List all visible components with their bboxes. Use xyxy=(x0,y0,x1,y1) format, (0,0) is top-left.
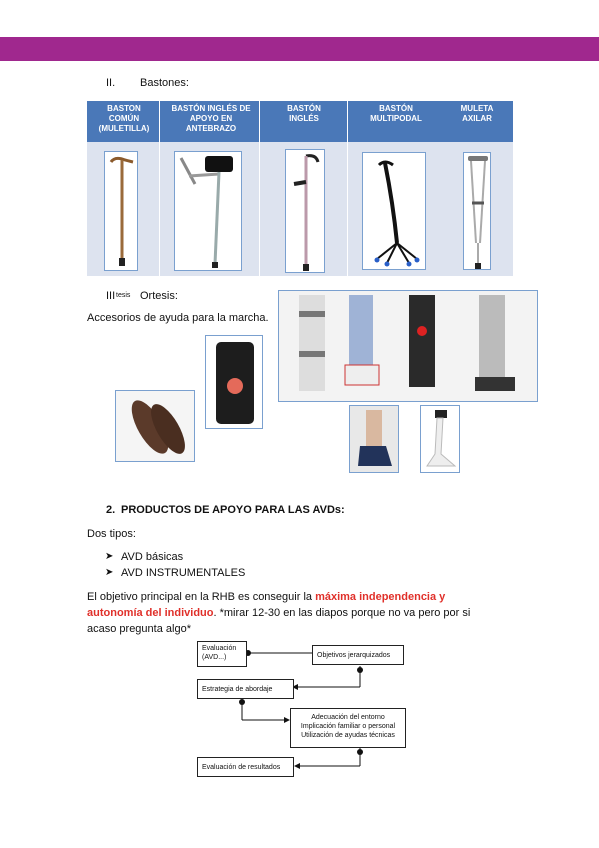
column-divider xyxy=(159,101,160,276)
flow-evaluacion-box: Evaluación (AVD...) xyxy=(197,641,247,667)
foot-orthosis-photo xyxy=(420,405,460,473)
paragraph-part1: El objetivo principal en la RHB es conseguir la xyxy=(87,591,316,603)
paragraph-line-1 xyxy=(87,591,445,604)
ankle-brace-photo xyxy=(349,405,399,473)
accesorios-text: Accesorios de ayuda para la marcha. xyxy=(87,312,269,324)
header-bar xyxy=(0,37,599,61)
bullet-item: AVD INSTRUMENTALES xyxy=(121,567,246,579)
column-divider xyxy=(259,101,260,276)
paragraph-part2: . *mirar 12-30 en las diapos porque no va pero por si xyxy=(213,607,471,619)
leg-orthoses-photo xyxy=(278,290,538,402)
column-divider xyxy=(347,101,348,276)
insoles-photo xyxy=(115,390,195,462)
knee-brace-photo xyxy=(205,335,263,429)
section-2-number: 2. xyxy=(106,504,116,516)
dos-tipos-text: Dos tipos: xyxy=(87,528,136,540)
section-iii-number: III xyxy=(106,290,116,302)
header-baston-ingles-antebrazo: BASTÓN INGLÉS DE APOYO EN ANTEBRAZO xyxy=(171,104,251,133)
section-ii-number: II. xyxy=(106,77,116,89)
paragraph-highlight-1: máxima independencia y xyxy=(315,591,446,603)
section-iii-superscript: tesis xyxy=(116,292,131,299)
multipod-cane-image xyxy=(362,152,426,270)
english-cane-image xyxy=(285,149,325,273)
section-ii-title: Bastones: xyxy=(140,77,189,89)
header-baston-comun: BASTON COMÚN (MULETILLA) xyxy=(98,104,150,133)
paragraph-line-2 xyxy=(87,607,470,620)
section-2-title: PRODUCTOS DE APOYO PARA LAS AVDs: xyxy=(121,504,345,516)
header-baston-multipodal: BASTÓN MULTIPODAL xyxy=(370,104,422,123)
bullet-item: AVD básicas xyxy=(121,551,184,563)
cane-image xyxy=(104,151,138,271)
paragraph-line-3: acaso pregunta algo* xyxy=(87,623,191,635)
forearm-crutch-image xyxy=(174,151,242,271)
arrow-bullet-icon: ➤ xyxy=(105,551,114,562)
axillary-crutch-image xyxy=(463,152,491,270)
paragraph-highlight-2: autonomía del individuo xyxy=(87,607,214,619)
flow-objetivos-box: Objetivos jerarquizados xyxy=(312,645,404,665)
flow-resultados-box: Evaluación de resultados xyxy=(197,757,294,777)
header-baston-ingles: BASTÓN INGLÉS xyxy=(287,104,321,123)
flow-adecuacion-box: Adecuación del entorno Implicación familiar o personal Utilización de ayudas técnicas xyxy=(290,708,406,748)
section-iii-title: Ortesis: xyxy=(140,290,178,302)
flow-estrategia-box: Estrategia de abordaje xyxy=(197,679,294,699)
header-muleta-axilar: MULETA AXILAR xyxy=(460,104,494,123)
arrow-bullet-icon: ➤ xyxy=(105,567,114,578)
